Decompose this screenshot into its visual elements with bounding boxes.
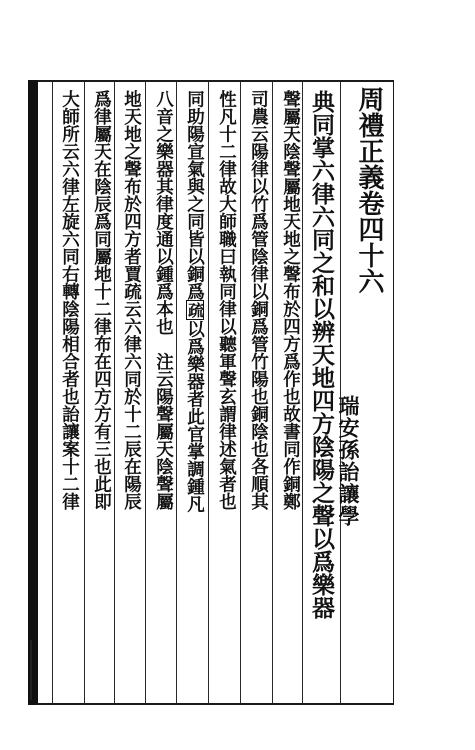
column-rule — [84, 82, 85, 703]
text-column: 爲律屬天在陰辰爲同屬地十二律布在四方方有三也此即 — [91, 90, 112, 510]
text-column: 典同掌六律六同之和以辨天地四方陰陽之聲以爲樂器 — [308, 90, 335, 619]
author-credit: 瑞安孫詒讓學 — [336, 395, 361, 527]
text-column: 八音之樂器其律度通以鍾爲本也 注云陽聲屬天陰聲屬 — [153, 90, 174, 510]
column-rule — [176, 82, 177, 703]
column-rule — [208, 82, 209, 703]
frame-left-edge — [28, 80, 38, 705]
text-column: 司農云陽律以竹爲管陰律以銅爲管竹陽也銅陰也各順其 — [248, 90, 269, 510]
column-rule — [340, 82, 341, 703]
column-rule — [240, 82, 241, 703]
column-rule — [302, 82, 303, 703]
column-rule — [272, 82, 273, 703]
text-column: 性凡十二律故大師職曰執同律以聽軍聲玄謂律述氣者也 — [216, 90, 237, 510]
text-column — [185, 90, 204, 513]
bottom-mark — [30, 640, 46, 700]
text-segment: 以爲樂器者此官掌調鍾凡 — [184, 320, 205, 513]
commentary-marker: 疏 — [185, 302, 205, 318]
column-rule — [114, 82, 115, 703]
text-column: 地天地之聲布於四方者賈疏云六律六同於十二辰在陽辰 — [121, 90, 142, 510]
chapter-title: 周禮正義卷四十六 — [354, 86, 384, 294]
text-column: 大師所云六律左旋六同右轉陰陽相合者也詒讓案十二律 — [59, 90, 80, 510]
column-rule — [52, 82, 53, 703]
text-segment: 同助陽宣氣與之同皆以銅爲 — [184, 90, 205, 300]
column-rule — [145, 82, 146, 703]
text-column: 聲屬天陰聲屬地天地之聲布於四方爲作也故書同作銅鄭 — [280, 90, 301, 510]
